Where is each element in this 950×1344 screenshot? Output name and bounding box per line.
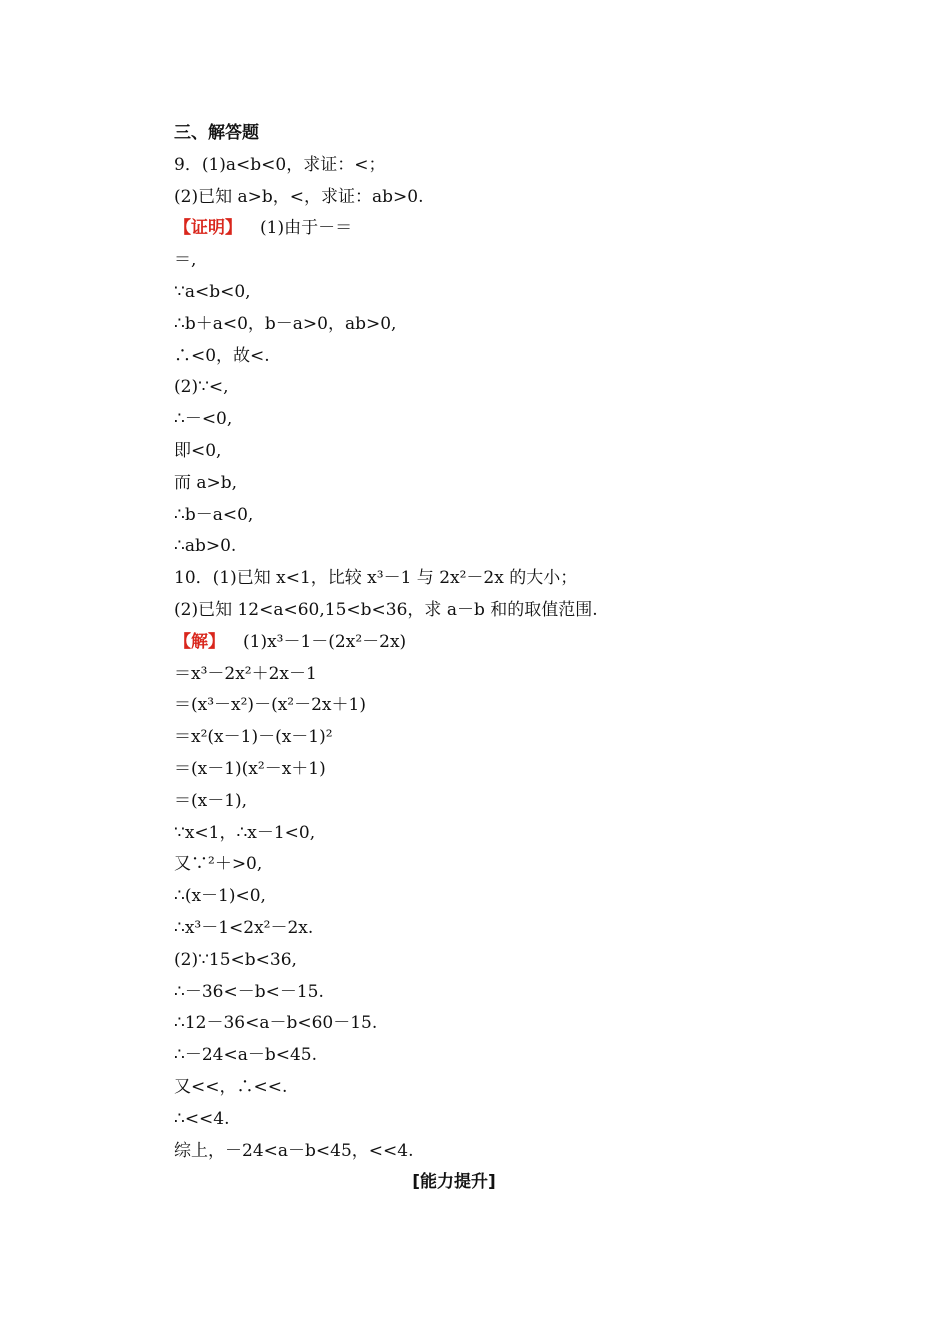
solution-line: ∴x³－1<2x²－2x. xyxy=(174,917,314,938)
solution-line: ＝x³－2x²＋2x－1 xyxy=(174,663,317,684)
q10-line1: 10．(1)已知 x<1，比较 x³－1 与 2x²－2x 的大小； xyxy=(174,568,578,589)
q9-proof-head xyxy=(174,213,734,245)
proof-tag: 【证明】 xyxy=(174,218,242,239)
proof-line: ∴ab>0. xyxy=(174,536,237,557)
proof-line: ∴<0，故<. xyxy=(174,345,270,366)
proof-line: ∴b＋a<0，b－a>0，ab>0, xyxy=(174,313,397,334)
proof-line: (2)∵<, xyxy=(174,377,229,398)
solution-line: ∴－24<a－b<45. xyxy=(174,1045,317,1066)
q10-solution-head xyxy=(174,627,734,659)
proof-line: (1)由于－＝ xyxy=(260,218,353,239)
solution-line: ＝(x³－x²)－(x²－2x＋1) xyxy=(174,695,366,716)
proof-line: 而 a>b, xyxy=(174,472,238,493)
solution-line: 又<<，∴<<. xyxy=(174,1076,288,1097)
proof-line: ∴－<0, xyxy=(174,409,233,430)
solution-line: ∴(x－1)<0, xyxy=(174,886,266,907)
q9-line2: (2)已知 a>b，<，求证：ab>0. xyxy=(174,186,424,207)
proof-line: ＝, xyxy=(174,250,197,271)
solution-line: ∵x<1，∴x－1<0, xyxy=(174,822,316,843)
document-page xyxy=(174,118,734,1199)
section-title: 三、解答题 xyxy=(174,123,259,143)
proof-line: 即<0, xyxy=(174,440,222,461)
proof-line: ∴b－a<0, xyxy=(174,504,254,525)
solution-line: ∴<<4. xyxy=(174,1108,230,1129)
q10-line2: (2)已知 12<a<60,15<b<36，求 a－b 和的取值范围. xyxy=(174,599,598,620)
solution-line: ＝x²(x－1)－(x－1)² xyxy=(174,727,333,748)
section-footer: [能力提升] xyxy=(412,1172,496,1193)
solution-line: (1)x³－1－(2x²－2x) xyxy=(243,631,407,652)
solution-line: ＝(x－1)(x²－x＋1) xyxy=(174,758,326,779)
solution-line: ∴12－36<a－b<60－15. xyxy=(174,1013,378,1034)
solution-line: 又∵²＋>0, xyxy=(174,854,263,875)
solution-line: 综上，－24<a－b<45，<<4. xyxy=(174,1140,414,1161)
solution-tag: 【解】 xyxy=(174,631,225,652)
proof-line: ∵a<b<0, xyxy=(174,281,251,302)
solution-line: (2)∵15<b<36, xyxy=(174,949,297,970)
q9-line1: 9．(1)a<b<0，求证：<； xyxy=(174,154,386,175)
solution-line: ＝(x－1), xyxy=(174,790,248,811)
solution-line: ∴－36<－b<－15. xyxy=(174,981,324,1002)
